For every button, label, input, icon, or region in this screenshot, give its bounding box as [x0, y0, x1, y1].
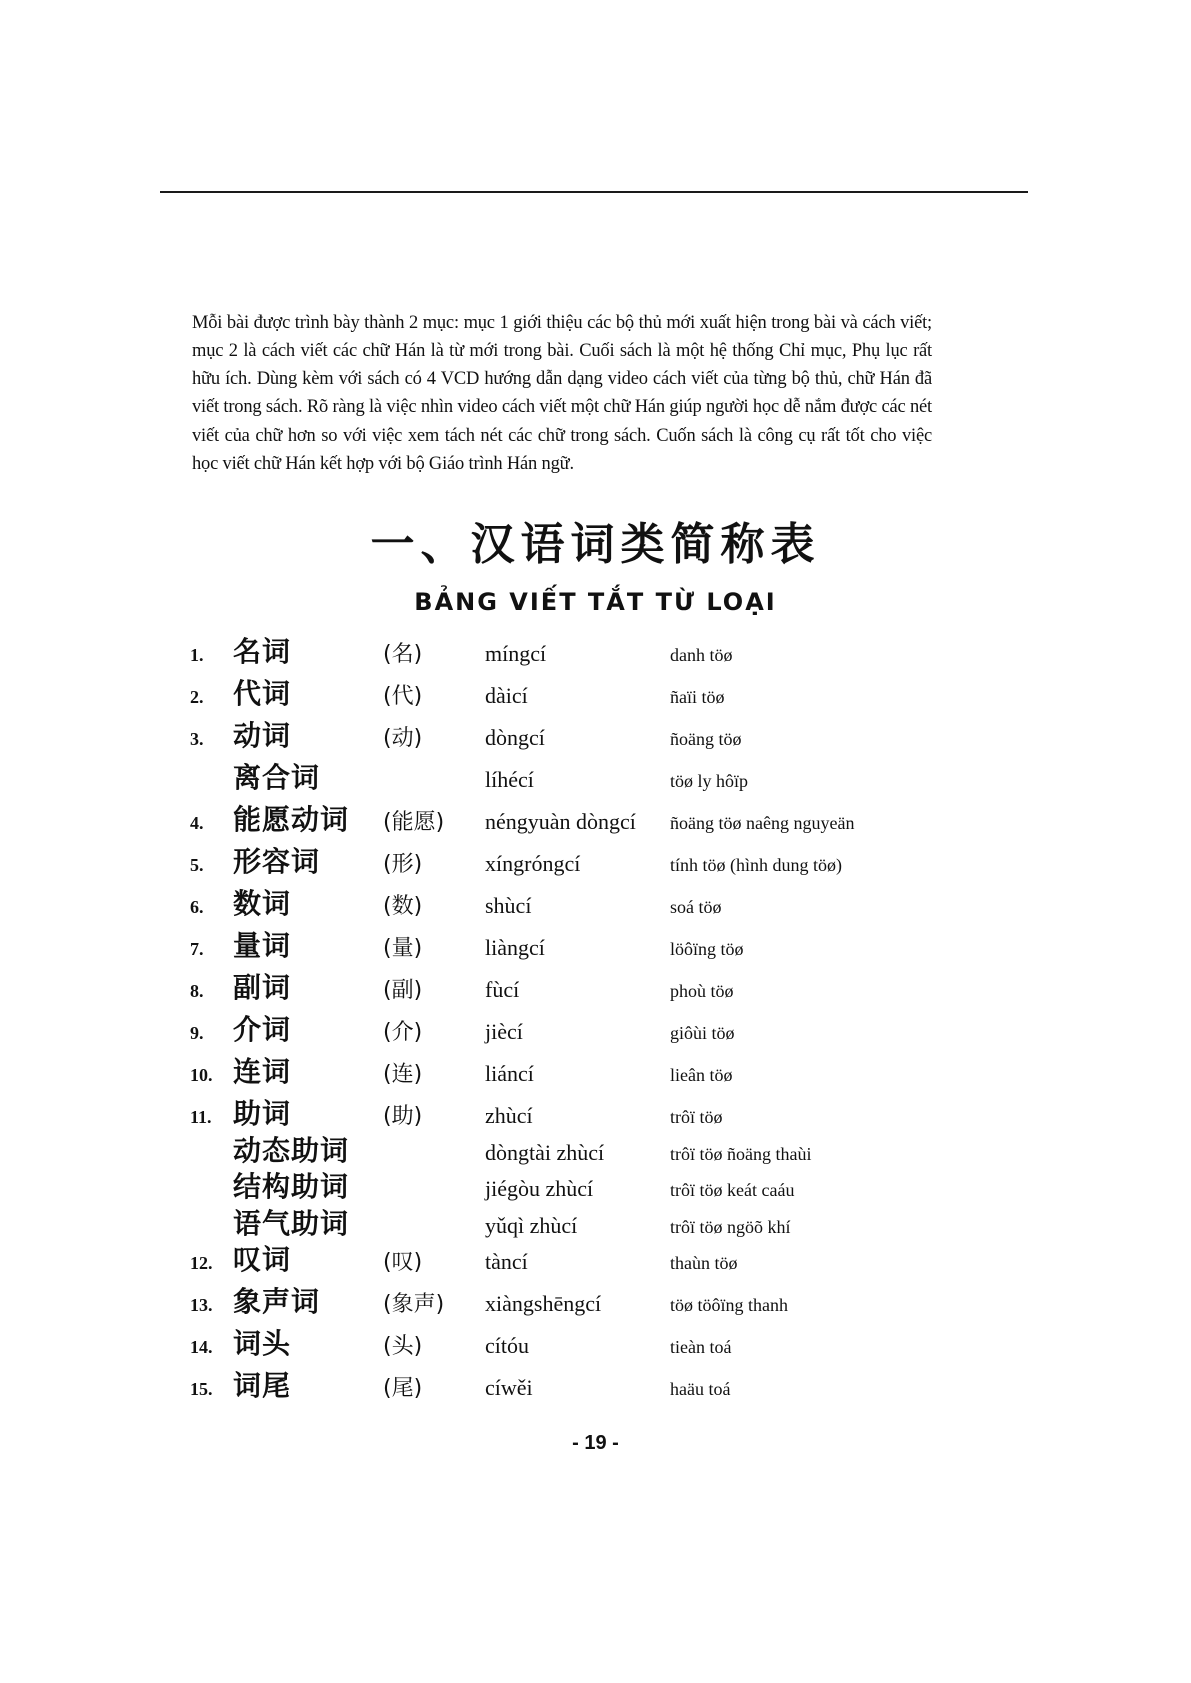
row-vietnamese: tính töø (hình dung töø)	[670, 855, 842, 875]
row-vietnamese: töø töôïng thanh	[670, 1295, 788, 1315]
row-vietnamese: trôï töø keát caáu	[670, 1180, 795, 1200]
table-row	[190, 670, 990, 712]
row-abbreviation: (能愿)	[383, 810, 445, 835]
title-chinese: 一、汉语词类简称表	[370, 519, 821, 570]
row-pinyin: liàngcí	[485, 935, 545, 960]
row-vietnamese: phoù töø	[670, 981, 734, 1001]
row-pinyin: líhécí	[485, 767, 534, 792]
row-pinyin: dàicí	[485, 683, 528, 708]
row-hanzi: 动词	[233, 719, 292, 752]
row-vietnamese: trôï töø ñoäng thaùi	[670, 1143, 812, 1164]
row-vietnamese: löôïng töø	[670, 939, 744, 959]
row-hanzi: 离合词	[233, 761, 321, 794]
row-pinyin: fùcí	[485, 977, 520, 1002]
row-vietnamese: töø ly hôïp	[670, 771, 749, 791]
row-number: 13.	[190, 1295, 213, 1315]
table-row	[190, 1205, 990, 1242]
row-pinyin: yǔqì zhùcí	[485, 1212, 578, 1238]
row-number: 1.	[190, 645, 204, 665]
table-row	[190, 796, 990, 838]
row-number: 15.	[190, 1379, 213, 1399]
row-pinyin: jiégòu zhùcí	[485, 1176, 594, 1201]
table-row	[190, 754, 990, 796]
row-pinyin: liáncí	[485, 1061, 534, 1086]
row-vietnamese: danh töø	[670, 645, 733, 665]
row-vietnamese: giôùi töø	[670, 1023, 735, 1043]
abbreviation-table	[190, 628, 990, 1404]
row-vietnamese: soá töø	[670, 897, 722, 917]
row-hanzi: 语气助词	[233, 1206, 350, 1240]
row-pinyin: míngcí	[485, 641, 547, 666]
intro-paragraph: Mỗi bài được trình bày thành 2 mục: mục 1 giới thiệu các bộ thủ mới xuất hiện trong bài và cách viết; mục 2 là cách viết các chữ Hán là từ mới trong bài. Cuối sách là một hệ thống Chỉ mục, Phụ lục rất hữu ích. Dùng kèm với sách có 4 VCD hướng dẫn dạng video cách viết của từng bộ thủ, chữ Hán đã viết trong sách. Rõ ràng là việc nhìn video cách viết một chữ Hán giúp người học dễ nắm được các nét viết của chữ hơn so với việc xem tách nét các chữ trong sách. Cuốn sách là công cụ rất tốt cho việc học viết chữ Hán kết hợp với bộ Giáo trình Hán ngữ.	[192, 312, 932, 474]
row-abbreviation: (介)	[383, 1020, 423, 1045]
row-number: 3.	[190, 729, 204, 749]
row-hanzi: 动态助词	[233, 1133, 350, 1167]
row-vietnamese: lieân töø	[670, 1065, 733, 1085]
page-number: - 19 -	[572, 1432, 619, 1454]
table-row	[190, 1320, 990, 1362]
row-pinyin: tàncí	[485, 1249, 528, 1274]
row-hanzi: 词头	[233, 1327, 292, 1360]
row-hanzi: 副词	[233, 971, 292, 1004]
row-hanzi: 象声词	[233, 1285, 321, 1318]
row-abbreviation: (量)	[383, 936, 423, 961]
row-hanzi: 介词	[233, 1013, 292, 1046]
table-row	[190, 964, 990, 1006]
row-number: 12.	[190, 1253, 213, 1273]
title-vietnamese: BẢNG VIẾT TẮT TỪ LOẠI	[414, 588, 777, 616]
row-hanzi: 结构助词	[233, 1170, 350, 1203]
row-pinyin: xíngróngcí	[485, 851, 581, 876]
table-row	[190, 628, 990, 670]
table-row	[190, 1169, 990, 1206]
table-row	[190, 838, 990, 880]
row-number: 9.	[190, 1023, 204, 1043]
row-pinyin: jiècí	[485, 1019, 523, 1044]
row-pinyin: néngyuàn dòngcí	[485, 809, 636, 834]
table-row	[190, 1048, 990, 1090]
row-abbreviation: (动)	[383, 726, 423, 751]
row-vietnamese: ñoäng töø naêng nguyeän	[670, 813, 855, 833]
row-hanzi: 数词	[233, 887, 292, 920]
table-row	[190, 1278, 990, 1320]
row-abbreviation: (副)	[383, 978, 423, 1003]
row-pinyin: cítóu	[485, 1333, 529, 1358]
row-vietnamese: ñoäng töø	[670, 729, 742, 749]
table-row	[190, 880, 990, 922]
row-pinyin: xiàngshēngcí	[485, 1291, 602, 1316]
row-abbreviation: (代)	[383, 684, 423, 709]
table-row	[190, 1090, 990, 1132]
row-pinyin: dòngtài zhùcí	[485, 1139, 605, 1165]
row-number: 11.	[190, 1107, 212, 1127]
row-number: 8.	[190, 981, 204, 1001]
row-abbreviation: (形)	[383, 852, 423, 877]
row-abbreviation: (连)	[383, 1062, 423, 1087]
row-number: 10.	[190, 1065, 213, 1085]
row-hanzi: 代词	[233, 677, 292, 710]
row-number: 2.	[190, 687, 204, 707]
row-abbreviation: (象声)	[383, 1292, 445, 1317]
row-hanzi: 能愿动词	[233, 803, 350, 836]
row-vietnamese: tieàn toá	[670, 1337, 732, 1357]
table-row	[190, 1006, 990, 1048]
row-vietnamese: haäu toá	[670, 1379, 731, 1399]
header-rule	[160, 191, 1028, 193]
row-hanzi: 名词	[233, 635, 292, 668]
table-row	[190, 922, 990, 964]
row-number: 4.	[190, 813, 204, 833]
row-pinyin: dòngcí	[485, 725, 545, 750]
row-vietnamese: ñaïi töø	[670, 687, 725, 707]
row-pinyin: zhùcí	[485, 1103, 533, 1128]
row-hanzi: 叹词	[233, 1243, 292, 1276]
row-hanzi: 连词	[233, 1055, 292, 1088]
row-hanzi: 量词	[233, 929, 292, 962]
row-hanzi: 词尾	[233, 1369, 292, 1402]
table-row	[190, 1362, 990, 1404]
row-pinyin: cíwěi	[485, 1375, 533, 1400]
row-number: 14.	[190, 1337, 213, 1357]
table-row	[190, 712, 990, 754]
row-abbreviation: (叹)	[383, 1250, 423, 1275]
table-row	[190, 1242, 990, 1279]
row-abbreviation: (助)	[383, 1104, 423, 1129]
row-number: 7.	[190, 939, 204, 959]
row-pinyin: shùcí	[485, 893, 532, 918]
row-abbreviation: (尾)	[383, 1376, 423, 1401]
table-row	[190, 1132, 990, 1169]
row-number: 5.	[190, 855, 204, 875]
row-abbreviation: (头)	[383, 1334, 423, 1359]
row-number: 6.	[190, 897, 204, 917]
row-hanzi: 形容词	[233, 845, 321, 878]
row-abbreviation: (名)	[383, 642, 423, 667]
row-abbreviation: (数)	[383, 894, 423, 919]
row-vietnamese: thaùn töø	[670, 1253, 738, 1273]
row-hanzi: 助词	[233, 1097, 292, 1130]
row-vietnamese: trôï töø ngöõ khí	[670, 1216, 791, 1237]
row-vietnamese: trôï töø	[670, 1107, 723, 1127]
